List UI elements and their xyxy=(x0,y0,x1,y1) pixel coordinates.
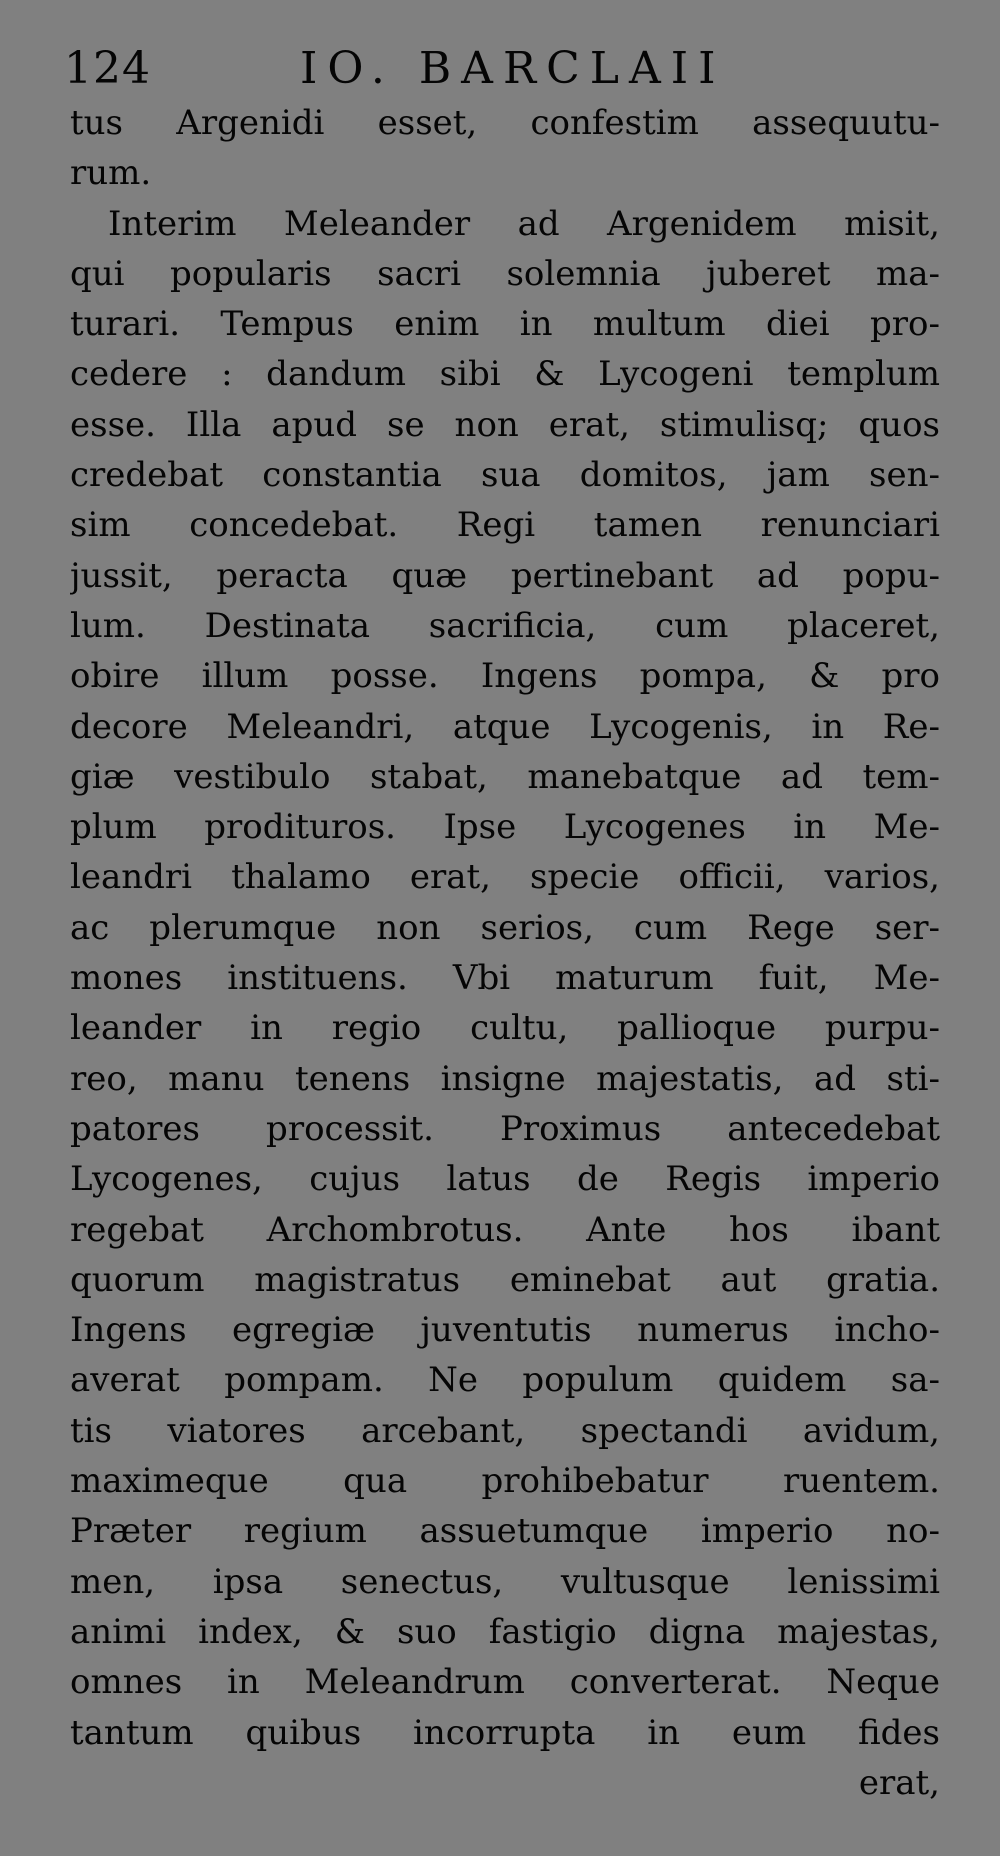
text-line: tus Argenidi esset, confestim assequutu- xyxy=(70,103,940,143)
text-line: plum prodituros. Ipse Lycogenes in Me- xyxy=(70,807,940,848)
text-line: omnes in Meleandrum converterat. Neque xyxy=(70,1662,940,1703)
text-line: maximeque qua prohibebatur ruentem. xyxy=(70,1461,940,1502)
text-line: turari. Tempus enim in multum diei pro- xyxy=(70,304,940,345)
text-line: decore Meleandri, atque Lycogenis, in Re- xyxy=(70,706,940,747)
text-line: animi index, & suo fastigio digna majestas, xyxy=(70,1611,940,1652)
text-line: ac plerumque non serios, cum Rege ser- xyxy=(70,907,940,948)
text-line: tantum quibus incorrupta in eum fides xyxy=(70,1712,940,1753)
text-line: Ingens egregiæ juventutis numerus incho- xyxy=(70,1310,940,1351)
text-line: cedere : dandum sibi & Lycogeni templum xyxy=(70,354,940,395)
text-line: obire illum posse. Ingens pompa, & pro xyxy=(70,656,940,697)
text-line: mones instituens. Vbi maturum fuit, Me- xyxy=(70,958,940,999)
text-line: men, ipsa senectus, vultusque lenissimi xyxy=(70,1561,940,1602)
page-number: 124 xyxy=(64,43,151,94)
running-head: IO. BARCLAII xyxy=(300,43,726,94)
text-line: lum. Destinata sacrificia, cum placeret, xyxy=(70,605,940,646)
text-line: reo, manu tenens insigne majestatis, ad sti- xyxy=(70,1058,940,1099)
text-line: Præter regium assuetumque imperio no- xyxy=(70,1511,940,1552)
text-line: rum. xyxy=(70,153,152,194)
text-line: patores processit. Proximus antecedebat xyxy=(70,1108,940,1149)
text-line: credebat constantia sua domitos, jam sen- xyxy=(70,455,940,496)
text-line: regebat Archombrotus. Ante hos ibant xyxy=(70,1209,940,1250)
text-line: Interim Meleander ad Argenidem misit, xyxy=(108,203,940,244)
text-line: qui popularis sacri solemnia juberet ma- xyxy=(70,253,940,294)
text-line: Lycogenes, cujus latus de Regis imperio xyxy=(70,1159,940,1200)
body-text xyxy=(70,98,940,1808)
text-line: averat pompam. Ne populum quidem sa- xyxy=(70,1360,940,1401)
page-header xyxy=(64,36,944,102)
text-line: jussit, peracta quæ pertinebant ad popu- xyxy=(70,555,940,596)
text-line: erat, xyxy=(858,1762,940,1803)
text-line: giæ vestibulo stabat, manebatque ad tem- xyxy=(70,756,940,797)
text-line: esse. Illa apud se non erat, stimulisq; quos xyxy=(70,404,940,445)
text-line: leandri thalamo erat, specie officii, varios, xyxy=(70,857,940,898)
text-line: leander in regio cultu, pallioque purpu- xyxy=(70,1008,940,1049)
text-line: tis viatores arcebant, spectandi avidum, xyxy=(70,1410,940,1451)
text-line: sim concedebat. Regi tamen renunciari xyxy=(70,505,940,546)
text-line: quorum magistratus eminebat aut gratia. xyxy=(70,1259,940,1300)
